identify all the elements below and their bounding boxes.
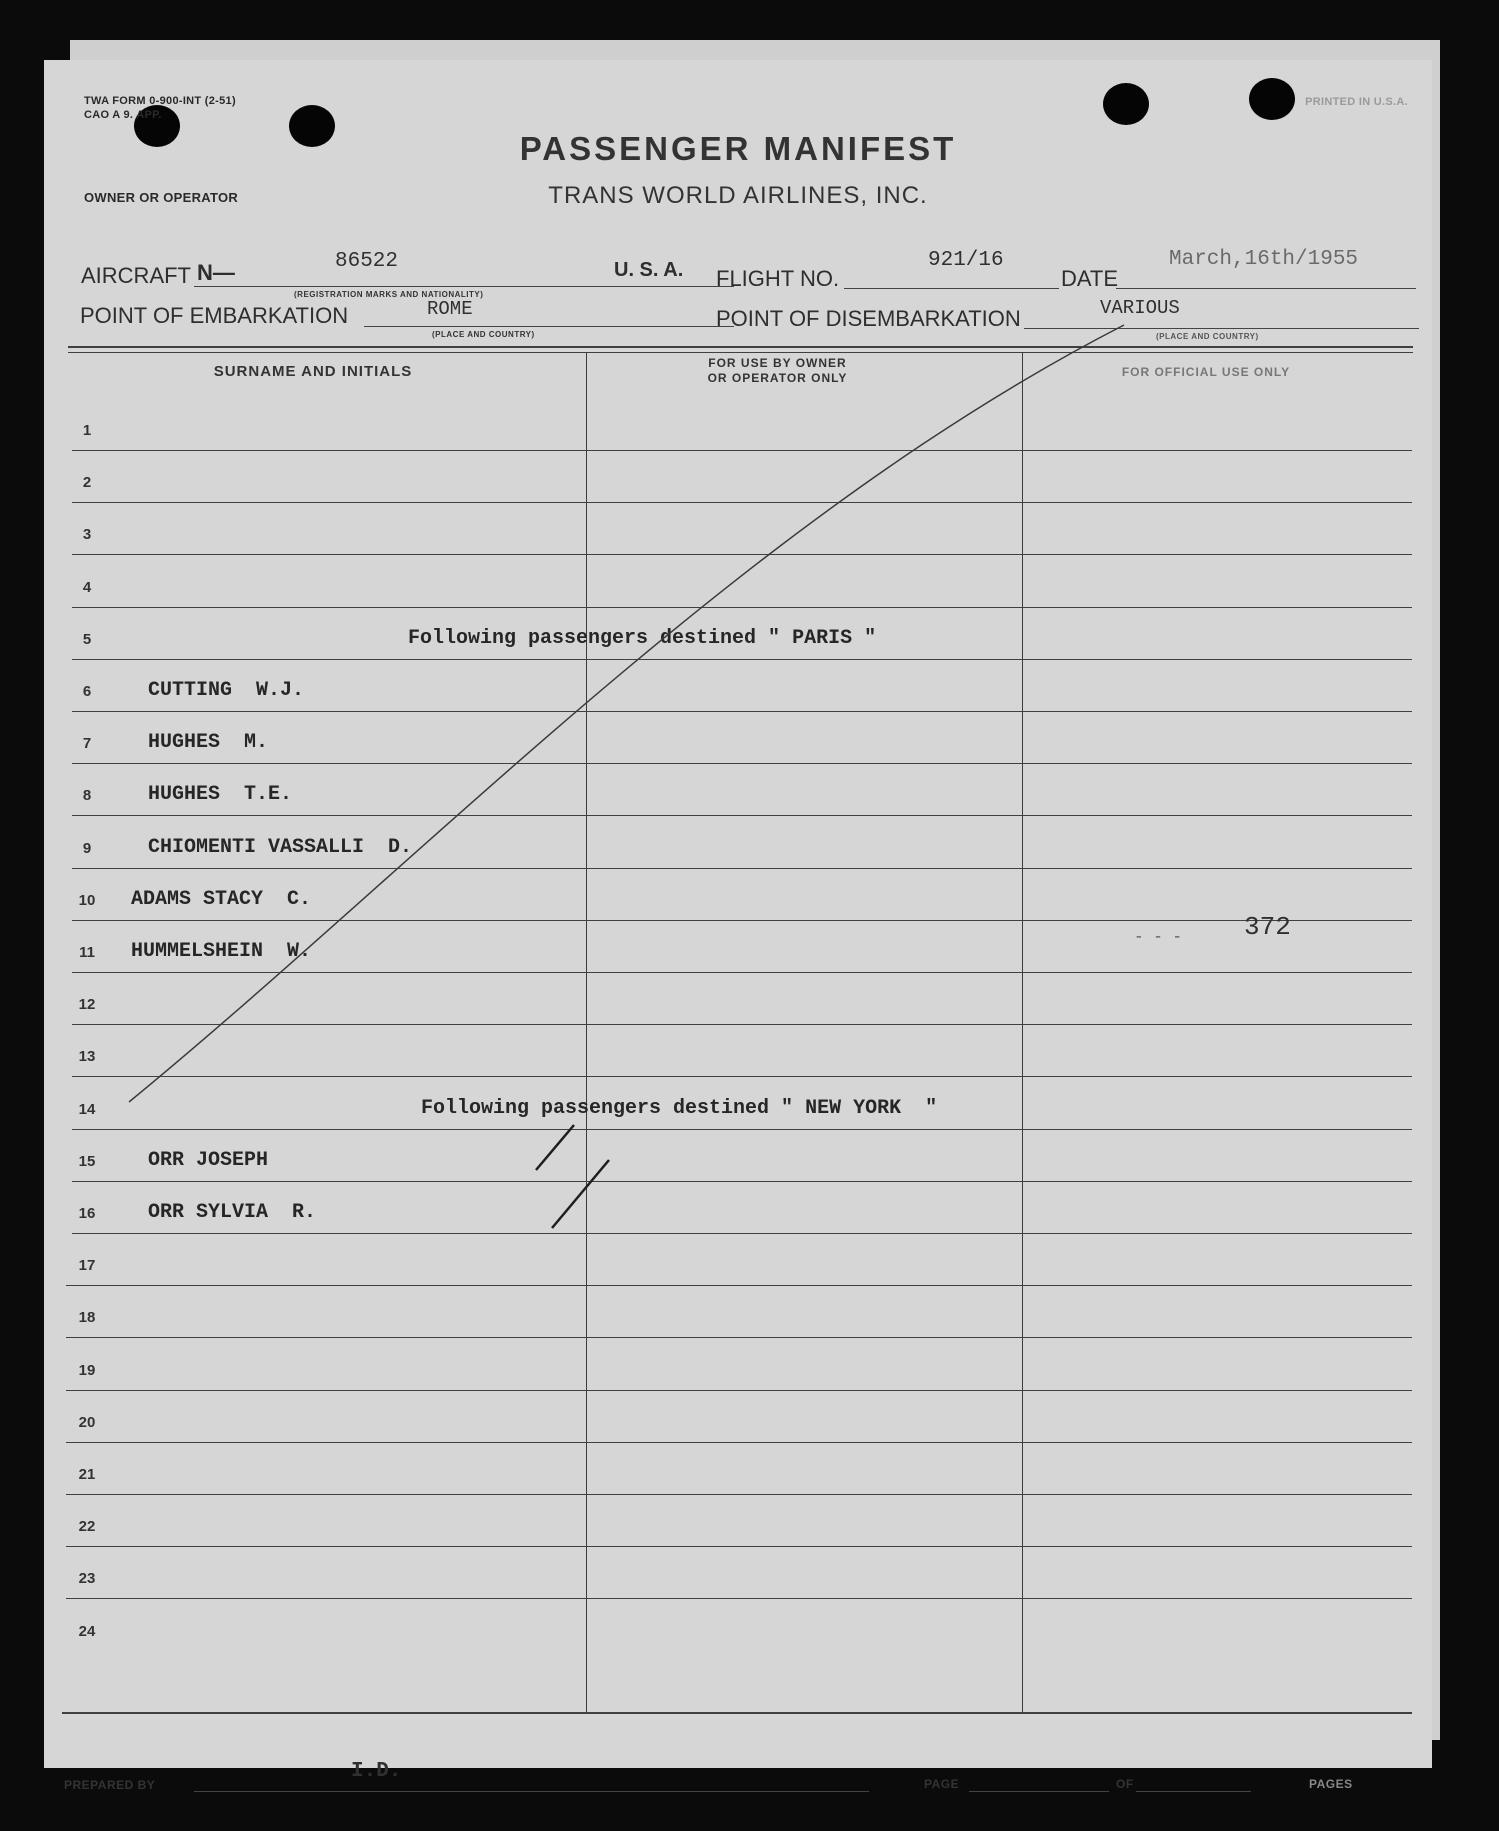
passenger-name: ADAMS STACY C. [131, 888, 312, 911]
check-mark [536, 1125, 574, 1170]
destination-note: Following passengers destined " PARIS " [408, 627, 877, 650]
printed-note: PRINTED IN U.S.A. [1305, 96, 1408, 108]
pen-marks [44, 60, 1432, 1768]
page-underline [969, 1791, 1109, 1792]
row-number: 13 [78, 1048, 96, 1065]
aircraft-registration: 86522 [335, 250, 399, 273]
prepared-by-value: I.D. [351, 1760, 402, 1783]
row-number: 5 [82, 631, 92, 648]
row-number: 6 [82, 683, 92, 700]
passenger-name: ORR JOSEPH [148, 1149, 269, 1172]
aircraft-label: AIRCRAFT [81, 263, 191, 288]
row-number: 22 [78, 1518, 96, 1535]
flight-label: FLIGHT NO. [716, 266, 840, 291]
row-number: 17 [78, 1257, 96, 1274]
row-number: 11 [79, 944, 95, 961]
pages-label: PAGES [1309, 1777, 1353, 1791]
owner-operator-label: OWNER OR OPERATOR [84, 190, 239, 205]
check-mark [552, 1160, 609, 1228]
form-code-line2: CAO A 9. APP. [84, 109, 162, 121]
prepared-by-underline [194, 1791, 869, 1792]
official-note-dashes: - - - [1134, 928, 1183, 946]
prepared-by-label: PREPARED BY [64, 1778, 156, 1792]
passenger-name: CHIOMENTI VASSALLI D. [148, 836, 413, 859]
column-header-surname: SURNAME AND INITIALS [213, 363, 413, 380]
disembarkation-label: POINT OF DISEMBARKATION [716, 306, 1021, 331]
of-underline [1136, 1791, 1251, 1792]
passenger-name: CUTTING W.J. [148, 679, 305, 702]
row-number: 1 [82, 422, 92, 439]
embarkation-value: ROME [427, 298, 473, 320]
row-number: 7 [82, 735, 92, 752]
of-label: OF [1116, 1777, 1134, 1791]
row-number: 18 [78, 1309, 96, 1326]
owner-use-line2: OR OPERATOR ONLY [707, 371, 848, 385]
passenger-name: HUMMELSHEIN W. [131, 940, 312, 963]
row-number: 14 [78, 1101, 96, 1118]
column-header-official: FOR OFFICIAL USE ONLY [1121, 365, 1291, 379]
manifest-sheet [44, 60, 1432, 1792]
row-number: 8 [82, 787, 92, 804]
row-number: 21 [78, 1466, 96, 1483]
row-number: 4 [82, 579, 92, 596]
passenger-name: ORR SYLVIA R. [148, 1201, 317, 1224]
disembarkation-sub-caption: (PLACE AND COUNTRY) [1156, 332, 1259, 341]
official-note: 372 [1244, 912, 1291, 942]
manifest-title: PASSENGER MANIFEST [519, 130, 957, 167]
row-number: 15 [78, 1153, 96, 1170]
form-code-line1: TWA FORM 0-900-INT (2-51) [84, 95, 236, 107]
row-number: 16 [78, 1205, 96, 1222]
row-number: 2 [82, 474, 92, 491]
date-label: DATE [1061, 266, 1119, 291]
nationality: U. S. A. [614, 259, 684, 281]
destination-note: Following passengers destined " NEW YORK " [421, 1097, 938, 1120]
diagonal-cancel-line [129, 325, 1124, 1102]
passenger-name: HUGHES T.E. [148, 783, 293, 806]
passenger-name: HUGHES M. [148, 731, 269, 754]
row-number: 12 [78, 996, 96, 1013]
row-number: 24 [78, 1623, 96, 1640]
row-number: 9 [82, 840, 92, 857]
row-number: 20 [78, 1414, 96, 1431]
aircraft-sub-caption: (REGISTRATION MARKS AND NATIONALITY) [294, 290, 484, 299]
embarkation-label: POINT OF EMBARKATION [80, 303, 349, 328]
airline-name: TRANS WORLD AIRLINES, INC. [548, 182, 928, 209]
aircraft-prefix: N— [197, 260, 235, 285]
owner-use-line1: FOR USE BY OWNER [708, 356, 847, 370]
embarkation-sub-caption: (PLACE AND COUNTRY) [432, 330, 535, 339]
page-label: PAGE [924, 1777, 960, 1791]
disembarkation-value: VARIOUS [1100, 297, 1180, 319]
date-value: March,16th/1955 [1169, 248, 1359, 271]
row-number: 19 [78, 1362, 96, 1379]
flight-number: 921/16 [928, 249, 1004, 272]
row-number: 10 [78, 892, 96, 909]
row-number: 3 [82, 526, 92, 543]
row-number: 23 [78, 1570, 96, 1587]
